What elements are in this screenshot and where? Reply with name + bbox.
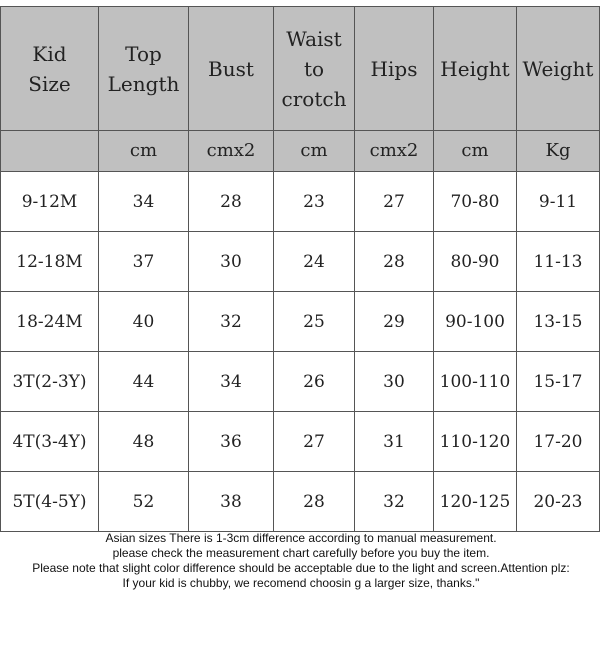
table-cell: 31 bbox=[355, 412, 434, 472]
table-cell: 30 bbox=[355, 352, 434, 412]
unit-cell: Kg bbox=[517, 131, 600, 172]
table-row bbox=[1, 232, 600, 292]
table-cell: 13-15 bbox=[517, 292, 600, 352]
table-cell: 25 bbox=[274, 292, 355, 352]
table-cell: 18-24M bbox=[1, 292, 99, 352]
unit-cell: cm bbox=[274, 131, 355, 172]
table-cell: 28 bbox=[355, 232, 434, 292]
table-cell: 27 bbox=[274, 412, 355, 472]
table-cell: 36 bbox=[189, 412, 274, 472]
table-cell: 34 bbox=[189, 352, 274, 412]
table-row bbox=[1, 472, 600, 532]
units-row bbox=[1, 131, 600, 172]
table-cell: 38 bbox=[189, 472, 274, 532]
header-top-length: Top Length bbox=[99, 7, 189, 131]
table-cell: 110-120 bbox=[434, 412, 517, 472]
table-cell: 17-20 bbox=[517, 412, 600, 472]
table-cell: 9-12M bbox=[1, 172, 99, 232]
table-cell: 4T(3-4Y) bbox=[1, 412, 99, 472]
table-cell: 32 bbox=[355, 472, 434, 532]
table-cell: 32 bbox=[189, 292, 274, 352]
table-cell: 15-17 bbox=[517, 352, 600, 412]
header-bust: Bust bbox=[189, 7, 274, 131]
table-cell: 12-18M bbox=[1, 232, 99, 292]
table-cell: 20-23 bbox=[517, 472, 600, 532]
table-cell: 9-11 bbox=[517, 172, 600, 232]
size-chart-table bbox=[0, 6, 600, 532]
table-cell: 26 bbox=[274, 352, 355, 412]
table-cell: 24 bbox=[274, 232, 355, 292]
table-cell: 3T(2-3Y) bbox=[1, 352, 99, 412]
header-hips: Hips bbox=[355, 7, 434, 131]
note-line: Asian sizes There is 1-3cm difference according to manual measurement. bbox=[105, 531, 497, 545]
table-cell: 100-110 bbox=[434, 352, 517, 412]
note-line: Please note that slight color difference should be acceptable due to the light and screen.Attention plz: bbox=[32, 561, 570, 575]
table-row bbox=[1, 172, 600, 232]
table-row bbox=[1, 292, 600, 352]
table-cell: 27 bbox=[355, 172, 434, 232]
note-line: please check the measurement chart carefully before you buy the item. bbox=[112, 546, 490, 560]
note-line: If your kid is chubby, we recomend choosin g a larger size, thanks." bbox=[122, 576, 480, 590]
table-cell: 120-125 bbox=[434, 472, 517, 532]
table-cell: 70-80 bbox=[434, 172, 517, 232]
table-cell: 52 bbox=[99, 472, 189, 532]
header-weight: Weight bbox=[517, 7, 600, 131]
unit-cell: cm bbox=[99, 131, 189, 172]
table-cell: 80-90 bbox=[434, 232, 517, 292]
table-cell: 48 bbox=[99, 412, 189, 472]
table-cell: 40 bbox=[99, 292, 189, 352]
table-cell: 28 bbox=[274, 472, 355, 532]
table-cell: 34 bbox=[99, 172, 189, 232]
table-cell: 11-13 bbox=[517, 232, 600, 292]
unit-cell: cm bbox=[434, 131, 517, 172]
table-cell: 23 bbox=[274, 172, 355, 232]
table-cell: 30 bbox=[189, 232, 274, 292]
table-cell: 90-100 bbox=[434, 292, 517, 352]
header-waist-to-crotch: Waist to crotch bbox=[274, 7, 355, 131]
unit-cell: cmx2 bbox=[189, 131, 274, 172]
table-row bbox=[1, 352, 600, 412]
header-row bbox=[1, 7, 600, 131]
size-notes bbox=[0, 531, 602, 591]
unit-cell bbox=[1, 131, 99, 172]
table-cell: 37 bbox=[99, 232, 189, 292]
table-cell: 29 bbox=[355, 292, 434, 352]
unit-cell: cmx2 bbox=[355, 131, 434, 172]
table-cell: 5T(4-5Y) bbox=[1, 472, 99, 532]
header-kid-size: Kid Size bbox=[1, 7, 99, 131]
table-cell: 28 bbox=[189, 172, 274, 232]
table-row bbox=[1, 412, 600, 472]
header-height: Height bbox=[434, 7, 517, 131]
table-cell: 44 bbox=[99, 352, 189, 412]
